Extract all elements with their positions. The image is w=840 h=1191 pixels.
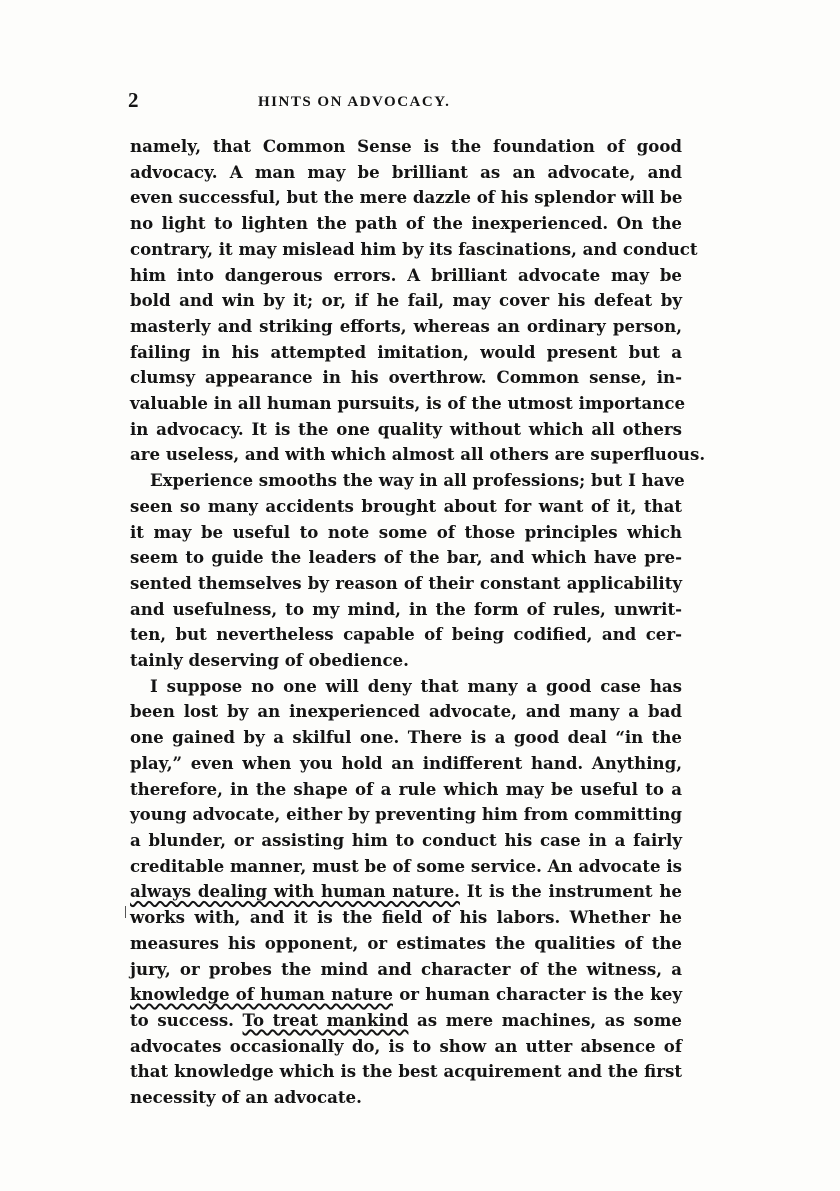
text-line: a blunder, or assisting him to conduct his case in a fairly [130, 829, 682, 850]
text-line: in advocacy. It is the one quality without which all others [130, 418, 682, 439]
text-line: bold and win by it; or, if he fail, may cover his defeat by [130, 290, 682, 311]
text-fragment: to success. [130, 1009, 243, 1030]
text-fragment: It is the instrument he [459, 881, 682, 902]
text-line: young advocate, either by preventing him from committing [130, 804, 682, 825]
text-line: tainly deserving of obedience. [130, 650, 409, 671]
text-line: valuable in all human pursuits, is of the utmost importance [130, 393, 686, 414]
text-line: necessity of an advocate. [130, 1087, 362, 1108]
text-line: seem to guide the leaders of the bar, and which have pre- [130, 547, 682, 568]
text-line: and usefulness, to my mind, in the form of rules, unwrit- [130, 598, 682, 619]
text-line: sented themselves by reason of their constant applicability [130, 572, 682, 593]
page-header [0, 88, 840, 118]
text-line: clumsy appearance in his overthrow. Common sense, in- [130, 367, 682, 388]
text-line: it may be useful to note some of those principles which [130, 521, 682, 542]
text-line-underlined [130, 982, 682, 1008]
text-line: creditable manner, must be of some service. An advocate is [130, 855, 682, 876]
underlined-phrase: To treat mankind [242, 1009, 409, 1030]
text-line: contrary, it may mislead him by its fascinations, and conduct [130, 238, 698, 259]
text-line: one gained by a skilful one. There is a good deal “in the [130, 727, 682, 748]
text-line: seen so many accidents brought about for want of it, that [130, 495, 682, 516]
text-line: are useless, and with which almost all others are superfluous. [130, 444, 706, 465]
text-line-underlined [130, 879, 682, 905]
text-line: I suppose no one will deny that many a good case has [150, 675, 682, 696]
text-line: him into dangerous errors. A brilliant advocate may be [130, 264, 682, 285]
text-line: play,” even when you hold an indifferent hand. Anything, [130, 752, 682, 773]
text-line: been lost by an inexperienced advocate, and many a bad [130, 701, 682, 722]
text-fragment: as mere machines, as some [408, 1009, 682, 1030]
underlined-phrase: knowledge of human nature [130, 984, 393, 1005]
text-line: therefore, in the shape of a rule which may be useful to a [130, 778, 682, 799]
text-line: works with, and it is the field of his labors. Whether he [130, 907, 682, 928]
body-text [130, 134, 706, 1111]
text-line: that knowledge which is the best acquirement and the first [130, 1061, 682, 1082]
margin-mark [125, 906, 126, 918]
text-line: even successful, but the mere dazzle of his splendor will be [130, 187, 683, 208]
page-number: 2 [128, 88, 139, 112]
text-line: failing in his attempted imitation, would present but a [130, 341, 682, 362]
running-head: HINTS ON ADVOCACY. [258, 94, 451, 110]
underlined-phrase: always dealing with human nature. [130, 881, 460, 902]
text-line: jury, or probes the mind and character of the witness, a [130, 958, 682, 979]
text-fragment: or human character is the key [392, 984, 682, 1005]
text-line: no light to lighten the path of the inexperienced. On the [130, 213, 682, 234]
text-line-underlined [130, 1008, 682, 1034]
text-line: Experience smooths the way in all professions; but I have [150, 470, 685, 491]
text-line: namely, that Common Sense is the foundation of good [130, 136, 682, 156]
text-line: advocacy. A man may be brilliant as an advocate, and [130, 161, 682, 182]
text-line: masterly and striking efforts, whereas an ordinary person, [130, 315, 682, 336]
text-line: measures his opponent, or estimates the qualities of the [130, 932, 682, 953]
text-line: advocates occasionally do, is to show an utter absence of [130, 1035, 682, 1056]
text-line: ten, but nevertheless capable of being codified, and cer- [130, 624, 682, 645]
